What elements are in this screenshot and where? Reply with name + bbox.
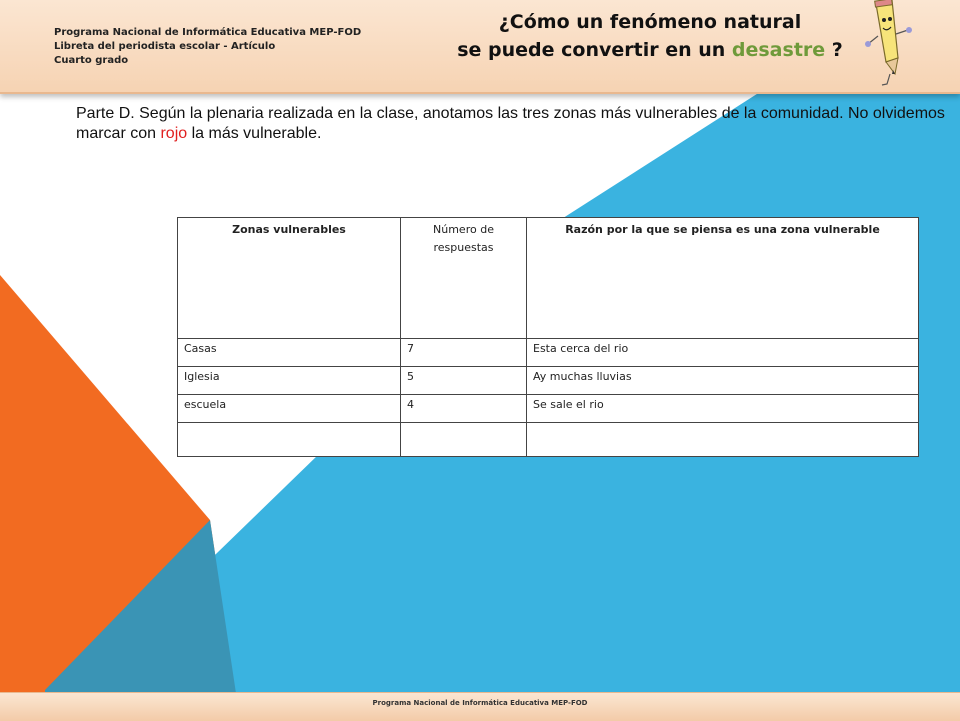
- cell-reason: Esta cerca del rio: [527, 339, 919, 367]
- instruction-part-2: la más vulnerable.: [187, 125, 322, 142]
- cell-count: 5: [401, 367, 527, 395]
- instruction-text: [76, 104, 946, 144]
- header-responses: Número de respuestas: [401, 218, 527, 339]
- pencil-mascot-icon: [862, 0, 918, 90]
- header-reason: Razón por la que se piensa es una zona vulnerable: [527, 218, 919, 339]
- footer-text: Programa Nacional de Informática Educativa MEP-FOD: [372, 699, 588, 707]
- title-line-2: [430, 36, 870, 64]
- footer-band: [0, 692, 960, 721]
- table-row: [178, 367, 919, 395]
- header-line-grade: Cuarto grado: [54, 55, 129, 66]
- table-row: [178, 339, 919, 367]
- header-line-notebook: Libreta del periodista escolar - Artículo: [54, 41, 276, 52]
- title-highlight-word: desastre: [731, 39, 826, 61]
- cell-reason: [527, 423, 919, 457]
- cell-zone: escuela: [178, 395, 401, 423]
- header-band: [0, 0, 960, 94]
- table-row: [178, 395, 919, 423]
- page-title: [430, 8, 870, 64]
- vulnerable-zones-table: [177, 217, 919, 457]
- table-row-empty: [178, 423, 919, 457]
- header-program-info: [54, 26, 361, 68]
- header-zones: Zonas vulnerables: [178, 218, 401, 339]
- cell-zone: Iglesia: [178, 367, 401, 395]
- cell-reason: Se sale el rio: [527, 395, 919, 423]
- title-line-2-prefix: se puede convertir en un: [457, 39, 732, 61]
- instruction-red-word: rojo: [160, 125, 188, 142]
- table-header-row: [178, 218, 919, 339]
- title-line-1: ¿Cómo un fenómeno natural: [498, 11, 802, 33]
- cell-zone: [178, 423, 401, 457]
- header-line-program: Programa Nacional de Informática Educativa MEP-FOD: [54, 27, 362, 38]
- cell-count: 7: [401, 339, 527, 367]
- cell-count: 4: [401, 395, 527, 423]
- cell-count: [401, 423, 527, 457]
- instruction-part-1: Parte D. Según la plenaria realizada en la clase, anotamos las tres zonas más vulnerables de la comunidad. No olvidemos marcar con: [76, 105, 945, 142]
- cell-reason: Ay muchas lluvias: [527, 367, 919, 395]
- cell-zone: Casas: [178, 339, 401, 367]
- title-line-2-suffix: ?: [825, 39, 843, 61]
